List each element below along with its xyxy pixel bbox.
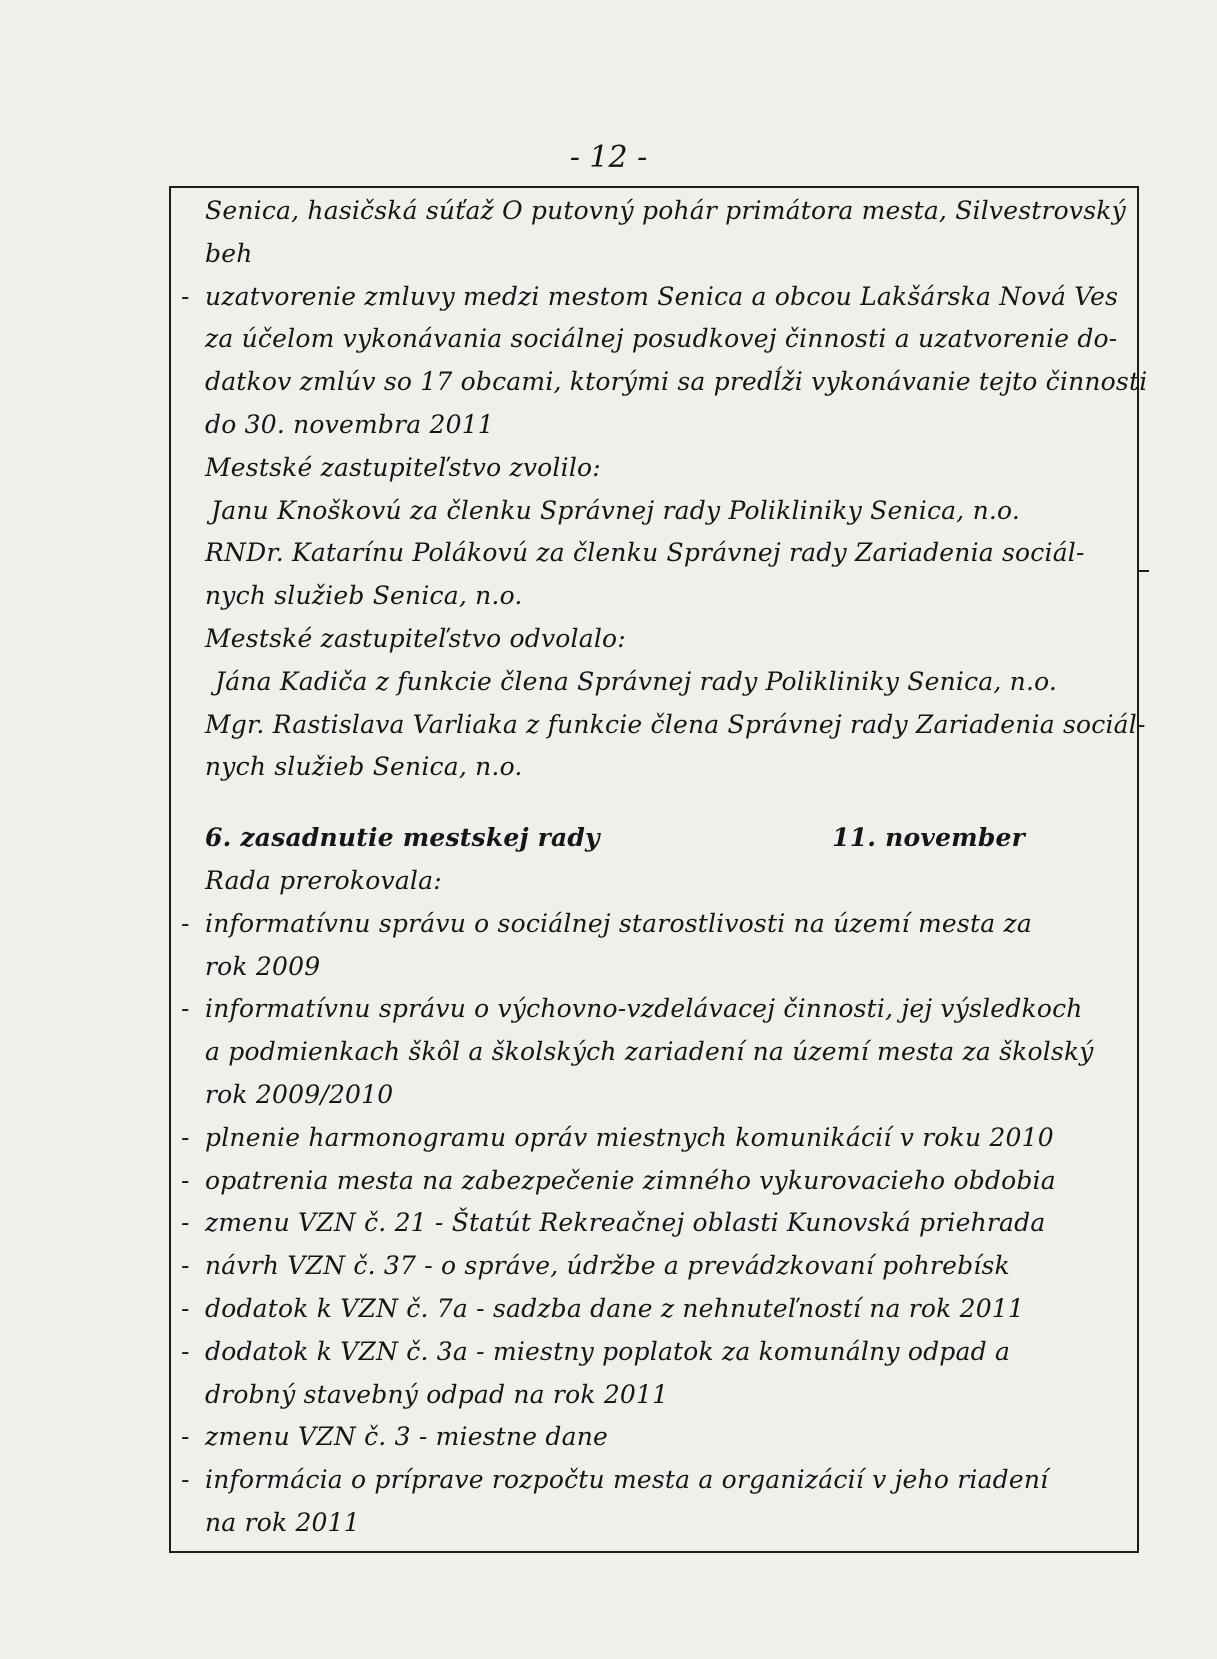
text-line: rok 2009/2010 <box>205 1079 394 1109</box>
list-item <box>181 1416 1140 1459</box>
section-heading-row <box>205 817 1025 860</box>
text-line: a podmienkach škôl a školských zariadení na území mesta za školský <box>205 1037 1094 1067</box>
bullet-dash: - <box>181 1208 190 1238</box>
text-line: datkov zmlúv so 17 obcami, ktorými sa predĺži vykonávanie tejto činnosti <box>205 367 1148 397</box>
section-intro: Rada prerokovala: <box>205 865 442 895</box>
list-item-text: zmenu VZN č. 21 - Štatút Rekreačnej oblasti Kunovská priehrada <box>205 1208 1046 1238</box>
list-item-text: informatívnu správu o sociálnej starostlivosti na území mesta za <box>205 908 1032 938</box>
list-item-text: návrh VZN č. 37 - o správe, údržbe a prevádzkovaní pohrebísk <box>205 1251 1010 1281</box>
section-date: 11. november <box>832 823 1025 853</box>
text-line: na rok 2011 <box>205 1507 360 1537</box>
list-item-text: plnenie harmonogramu opráv miestnych komunikácií v roku 2010 <box>205 1122 1054 1152</box>
bullet-dash: - <box>181 281 190 311</box>
list-item <box>181 1202 1140 1245</box>
text-line: Mgr. Rastislava Varliaka z funkcie člena Správnej rady Zariadenia sociál- <box>205 709 1146 739</box>
text-line: za účelom vykonávania sociálnej posudkovej činnosti a uzatvorenie do- <box>205 324 1118 354</box>
section-heading: 6. zasadnutie mestskej rady <box>205 823 600 853</box>
list-item <box>181 1331 1140 1374</box>
list-item-text: dodatok k VZN č. 7a - sadzba dane z nehnuteľností na rok 2011 <box>205 1293 1025 1323</box>
text-line: nych služieb Senica, n.o. <box>205 581 523 611</box>
list-item-text: dodatok k VZN č. 3a - miestny poplatok za komunálny odpad a <box>205 1336 1011 1366</box>
bullet-dash: - <box>181 1122 190 1152</box>
list-item <box>181 988 1140 1031</box>
list-item-text: informácia o príprave rozpočtu mesta a organizácií v jeho riadení <box>205 1465 1049 1495</box>
list-item <box>181 1245 1140 1288</box>
text-line: do 30. novembra 2011 <box>205 409 494 439</box>
list-item-text: zmenu VZN č. 3 - miestne dane <box>205 1422 609 1452</box>
text-line: Mestské zastupiteľstvo odvolalo: <box>205 623 626 653</box>
list-item-text: informatívnu správu o výchovno-vzdelávacej činnosti, jej výsledkoch <box>205 994 1083 1024</box>
page-number: - 12 - <box>569 140 648 175</box>
handwritten-text-body <box>181 190 1148 1545</box>
list-item <box>181 1459 1140 1502</box>
text-line: Jána Kadiča z funkcie člena Správnej rady Polikliniky Senica, n.o. <box>215 666 1058 696</box>
bullet-dash: - <box>181 908 190 938</box>
text-line: drobný stavebný odpad na rok 2011 <box>205 1379 669 1409</box>
text-line: Janu Knoškovú za členku Správnej rady Polikliniky Senica, n.o. <box>211 495 1020 525</box>
list-item <box>181 1117 1140 1160</box>
bullet-dash: - <box>181 1165 190 1195</box>
bullet-dash: - <box>181 1422 190 1452</box>
bullet-dash: - <box>181 994 190 1024</box>
list-item <box>181 276 1140 319</box>
text-line: rok 2009 <box>205 951 321 981</box>
text-line: nych služieb Senica, n.o. <box>205 752 523 782</box>
list-item <box>181 903 1140 946</box>
bullet-dash: - <box>181 1336 190 1366</box>
list-item <box>181 1160 1140 1203</box>
list-item <box>181 1288 1140 1331</box>
text-line: beh <box>205 238 253 268</box>
bullet-dash: - <box>181 1251 190 1281</box>
bullet-dash: - <box>181 1293 190 1323</box>
text-line: Mestské zastupiteľstvo zvolilo: <box>205 452 601 482</box>
text-line: Senica, hasičská súťaž O putovný pohár primátora mesta, Silvestrovský <box>205 196 1126 225</box>
text-line: RNDr. Katarínu Polákovú za členku Správnej rady Zariadenia sociál- <box>205 538 1085 568</box>
list-item-text: opatrenia mesta na zabezpečenie zimného vykurovacieho obdobia <box>205 1165 1056 1195</box>
bullet-dash: - <box>181 1465 190 1495</box>
list-item-text: uzatvorenie zmluvy medzi mestom Senica a obcou Lakšárska Nová Ves <box>205 281 1119 311</box>
